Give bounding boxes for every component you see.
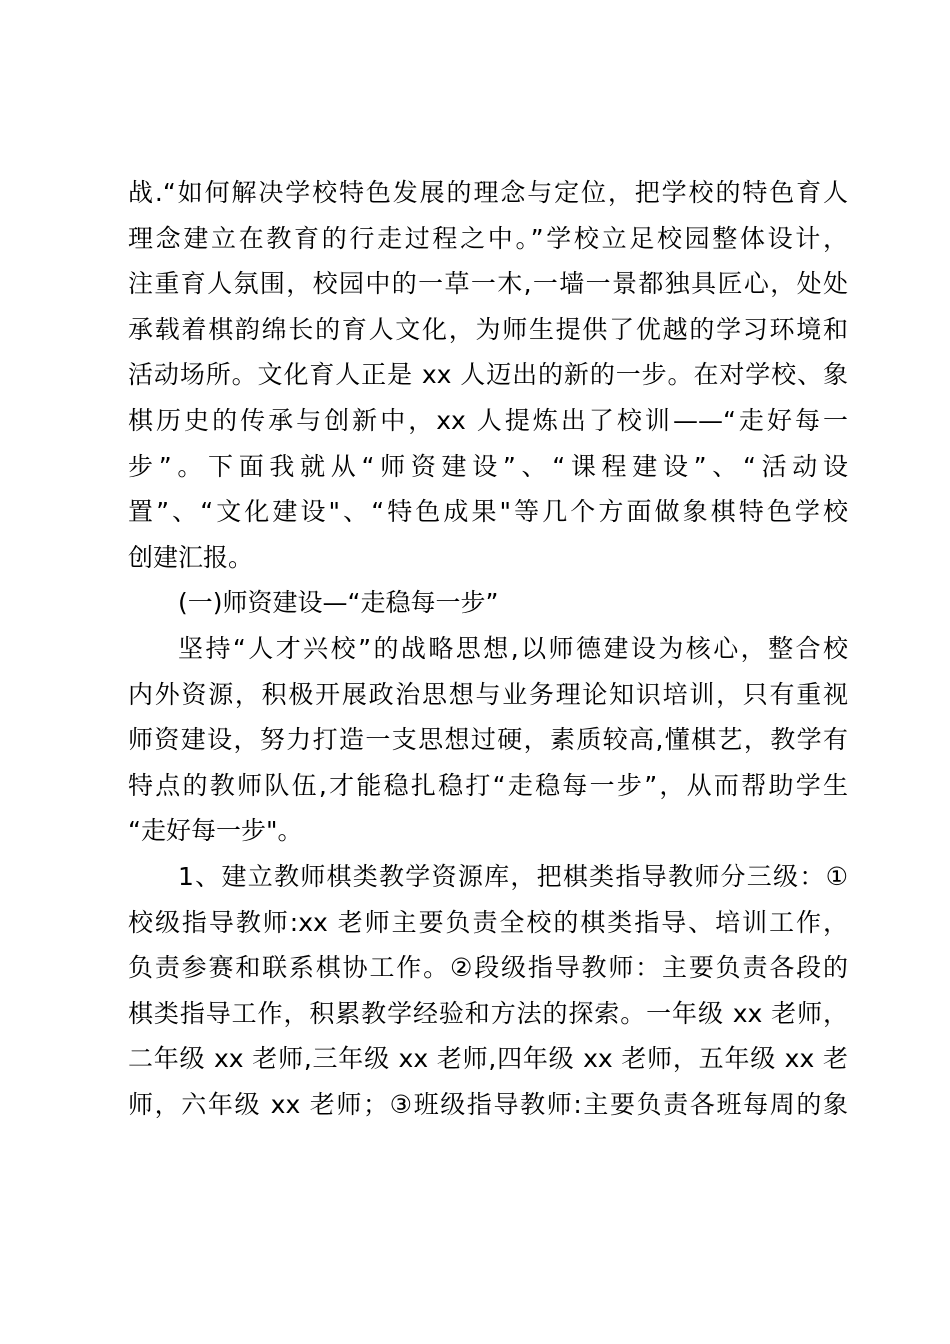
text-line: 内外资源，积极开展政治思想与业务理论知识培训，只有重视 [128, 679, 848, 709]
text-line: “走好每一步"。 [128, 816, 303, 846]
text-line: 特点的教师队伍,才能稳扎稳打“走稳每一步”，从而帮助学生 [128, 770, 848, 800]
text-line: 注重育人氛围，校园中的一草一木,一墙一景都独具匠心，处处 [128, 269, 848, 299]
heading-text: (一)师资建设—“走稳每一步” [178, 588, 499, 618]
paragraph-item-1 [128, 854, 848, 1128]
text-line: 棋历史的传承与创新中，xx 人提炼出了校训——“走好每一 [128, 405, 848, 435]
text-line: 负责参赛和联系棋协工作。②段级指导教师：主要负责各段的 [128, 953, 848, 983]
text-line: 棋类指导工作，积累教学经验和方法的探索。一年级 xx 老师， [128, 998, 848, 1028]
text-line: 校级指导教师:xx 老师主要负责全校的棋类指导、培训工作， [128, 907, 848, 937]
paragraph-intro [128, 170, 848, 580]
section-heading [128, 580, 848, 626]
text-line: 师资建设，努力打造一支思想过硬，素质较高,懂棋艺，教学有 [128, 725, 848, 755]
paragraph-teachers [128, 626, 848, 854]
text-line: 二年级 xx 老师,三年级 xx 老师,四年级 xx 老师，五年级 xx 老 [128, 1044, 848, 1074]
document-body [128, 170, 848, 1127]
text-line: 理念建立在教育的行走过程之中。”学校立足校园整体设计， [128, 223, 848, 253]
text-line: 1、建立教师棋类教学资源库，把棋类指导教师分三级：① [178, 861, 848, 891]
text-line: 置”、“文化建设"、“特色成果"等几个方面做象棋特色学校 [128, 497, 848, 527]
text-line: 承载着棋韵绵长的育人文化，为师生提供了优越的学习环境和 [128, 314, 848, 344]
text-line: 步”。下面我就从“师资建设”、“课程建设”、“活动设 [128, 451, 848, 481]
text-line: 战.“如何解决学校特色发展的理念与定位，把学校的特色育人 [128, 178, 848, 207]
text-line: 创建汇报。 [128, 542, 254, 572]
text-line: 坚持“人才兴校”的战略思想,以师德建设为核心，整合校 [178, 633, 848, 663]
text-line: 活动场所。文化育人正是 xx 人迈出的新的一步。在对学校、象 [128, 360, 848, 390]
text-line: 师，六年级 xx 老师；③班级指导教师:主要负责各班每周的象 [128, 1089, 848, 1119]
